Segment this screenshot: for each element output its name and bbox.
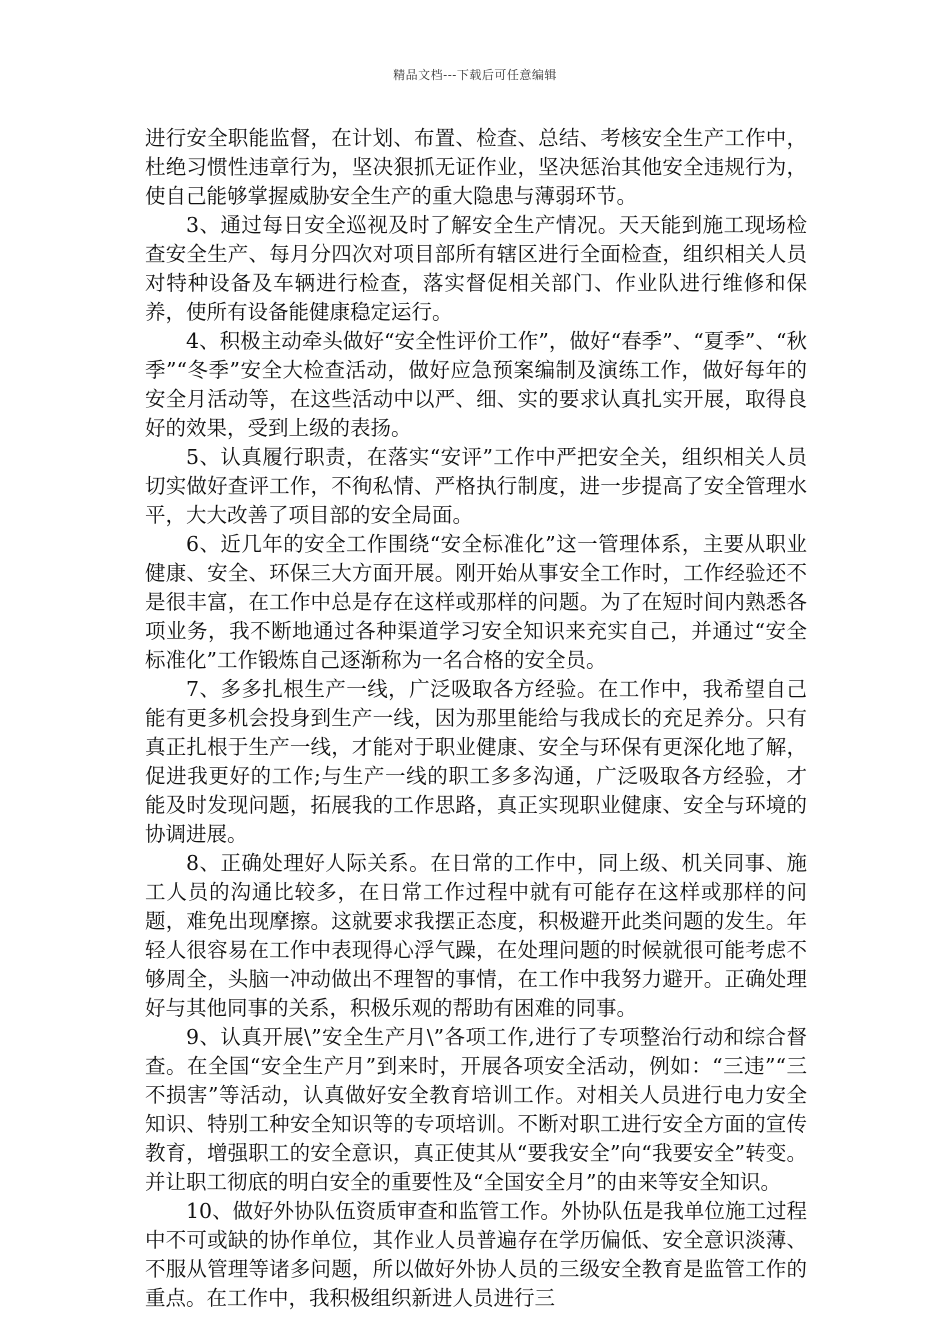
paragraph-item-7: 7、多多扎根生产一线，广泛吸取各方经验。在工作中，我希望自己能有更多机会投身到生产一线，因为那里能给与我成长的充足养分。只有真正扎根于生产一线，才能对于职业健康、安全与环保有更深化地了解，促进我更好的工作;与生产一线的职工多多沟通，广泛吸取各方经验，才能及时发现问题，拓展我的工作思路，真正实现职业健康、安全与环境的协调进展。 [145, 677, 807, 846]
page-header: 精品文档---下载后可任意编辑 [393, 68, 557, 82]
paragraph-item-5: 5、认真履行职责，在落实“安评”工作中严把安全关，组织相关人员切实做好查评工作，不徇私情、严格执行制度，进一步提高了安全管理水平，大大改善了项目部的安全局面。 [145, 445, 807, 527]
paragraph-continuation: 进行安全职能监督，在计划、布置、检查、总结、考核安全生产工作中，杜绝习惯性违章行为，坚决狠抓无证作业，坚决惩治其他安全违规行为，使自己能够掌握威胁安全生产的重大隐患与薄弱环节。 [145, 126, 807, 208]
paragraph-item-9: 9、认真开展\”安全生产月\”各项工作,进行了专项整治行动和综合督查。在全国“安全生产月”到来时，开展各项安全活动，例如：“三违”“三不损害”等活动，认真做好安全教育培训工作。对相关人员进行电力安全知识、特别工种安全知识等的专项培训。不断对职工进行安全方面的宣传教育，增强职工的安全意识，真正使其从“要我安全”向“我要安全”转变。并让职工彻底的明白安全的重要性及“全国安全月”的由来等安全知识。 [145, 1025, 807, 1194]
paragraph-item-10: 10、做好外协队伍资质审查和监管工作。外协队伍是我单位施工过程中不可或缺的协作单位，其作业人员普遍存在学历偏低、安全意识淡薄、不服从管理等诸多问题，所以做好外协人员的三级安全教育是监管工作的重点。在工作中，我积极组织新进人员进行三 [145, 1199, 807, 1310]
document-body [145, 124, 807, 1313]
paragraph-item-6: 6、近几年的安全工作围绕“安全标准化”这一管理体系，主要从职业健康、安全、环保三大方面开展。刚开始从事安全工作时，工作经验还不是很丰富，在工作中总是存在这样或那样的问题。为了在短时间内熟悉各项业务，我不断地通过各种渠道学习安全知识来充实自己，并通过“安全标准化”工作锻炼自己逐渐称为一名合格的安全员。 [145, 532, 807, 672]
paragraph-item-3: 3、通过每日安全巡视及时了解安全生产情况。天天能到施工现场检查安全生产、每月分四次对项目部所有辖区进行全面检查，组织相关人员对特种设备及车辆进行检查，落实督促相关部门、作业队进行维修和保养，使所有设备能健康稳定运行。 [145, 213, 807, 324]
paragraph-item-4: 4、积极主动牵头做好“安全性评价工作”，做好“春季”、“夏季”、“秋季”“冬季”安全大检查活动，做好应急预案编制及演练工作，做好每年的安全月活动等，在这些活动中以严、细、实的要求认真扎实开展，取得良好的效果，受到上级的表扬。 [145, 329, 807, 440]
paragraph-item-8: 8、正确处理好人际关系。在日常的工作中，同上级、机关同事、施工人员的沟通比较多，在日常工作过程中就有可能存在这样或那样的问题，难免出现摩擦。这就要求我摆正态度，积极避开此类问题的发生。年轻人很容易在工作中表现得心浮气躁，在处理问题的时候就很可能考虑不够周全，头脑一冲动做出不理智的事情，在工作中我努力避开。正确处理好与其他同事的关系，积极乐观的帮助有困难的同事。 [145, 851, 807, 1020]
